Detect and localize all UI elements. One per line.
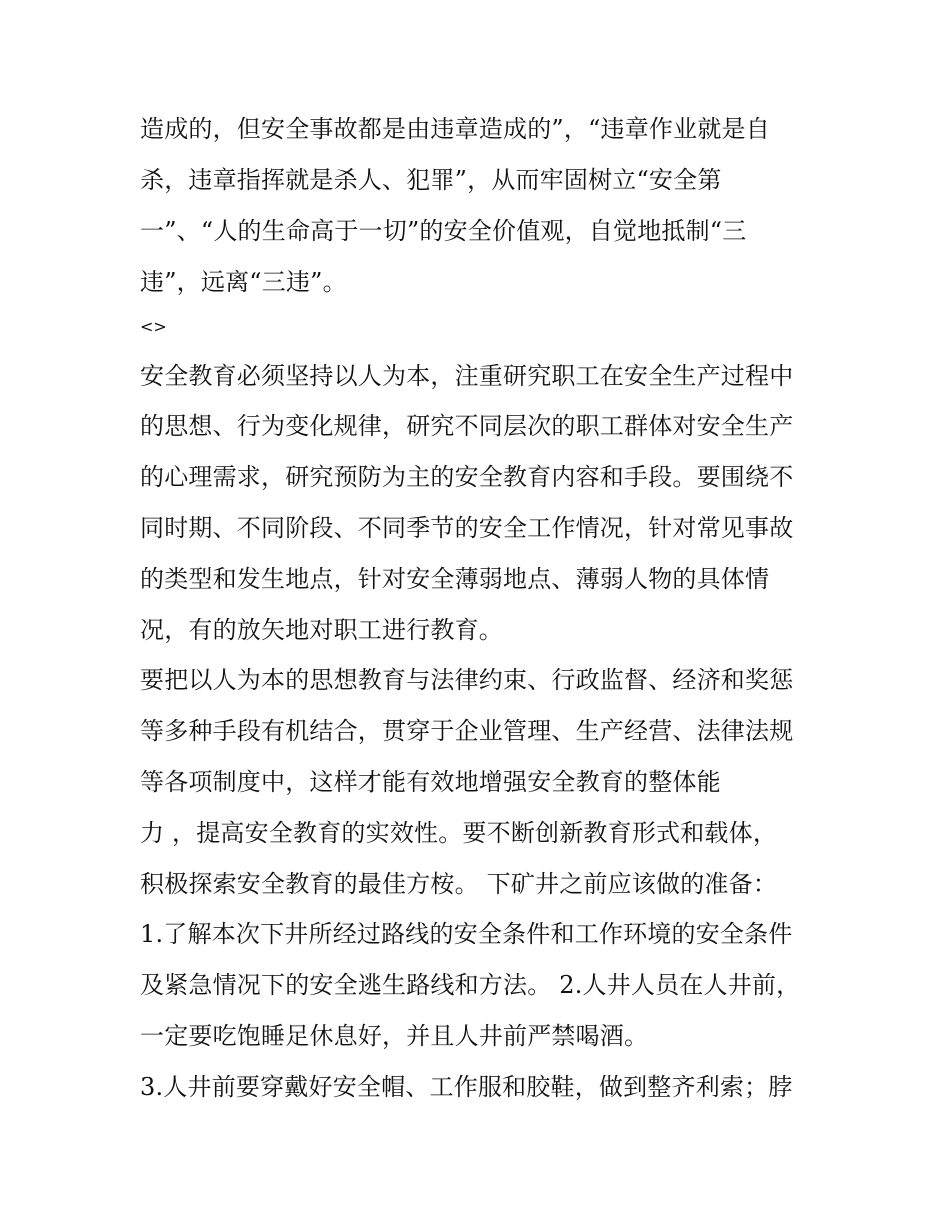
text-line-3: 一”、“人的生命高于一切”的安全价值观，自觉地抵制“三 [140,217,747,245]
text-line-14: 等各项制度中，这样才能有效地增强安全教育的整体能 [140,768,721,796]
text-line-9: 同时期、不同阶段、不同季节的安全工作情况，针对常见事故 [140,514,794,542]
text-line-2: 杀，违章指挥就是杀人、犯罪”，从而牢固树立“安全第 [140,166,722,194]
section-marker: <> [140,317,167,336]
text-line-10: 的类型和发生地点，针对安全薄弱地点、薄弱人物的具体情 [140,565,770,593]
text-line-19: 一定要吃饱睡足休息好，并且人井前严禁喝酒。 [140,1022,649,1050]
text-line-7: 的思想、行为变化规律，研究不同层次的职工群体对安全生产 [140,412,794,440]
text-line-18: 及紧急情况下的安全逃生路线和方法。 2.人井人员在人井前， [140,971,801,999]
text-line-17: 1.了解本次下井所经过路线的安全条件和工作环境的安全条件 [140,920,793,948]
text-line-1: 造成的，但安全事故都是由违章造成的”，“违章作业就是自 [140,115,770,143]
text-line-4: 违”，远离“三违”。 [140,268,347,296]
text-line-6: 安全教育必须坚持以人为本，注重研究职工在安全生产过程中 [140,362,794,390]
text-line-15: 力 ，提高安全教育的实效性。要不断创新教育形式和载体， [140,819,778,847]
text-line-11: 况，有的放矢地对职工进行教育。 [140,616,503,644]
text-line-16: 积极探索安全教育的最佳方桉。 下矿井之前应该做的准备： [140,870,778,898]
text-line-13: 等多种手段有机结合，贯穿于企业管理、生产经营、法律法规 [140,717,794,745]
text-line-20: 3.人井前要穿戴好安全帽、工作服和胶鞋，做到整齐利索；脖 [140,1073,793,1101]
text-line-12: 要把以人为本的思想教育与法律约束、行政监督、经济和奖惩 [140,666,794,694]
text-line-8: 的心理需求，研究预防为主的安全教育内容和手段。要围绕不 [140,463,794,491]
